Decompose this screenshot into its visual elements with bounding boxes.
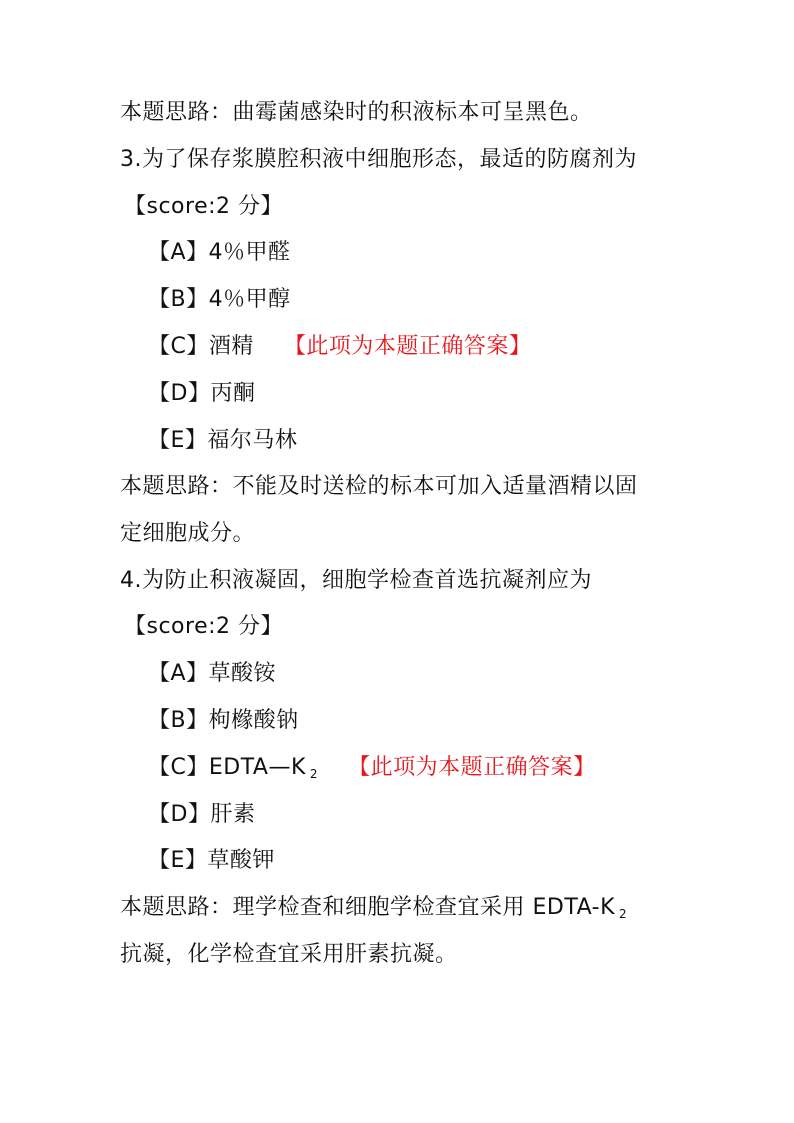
q3-option-b: 【B】4％甲醇 xyxy=(148,287,291,312)
q4-explanation-line2: 抗凝，化学检查宜采用肝素抗凝。 xyxy=(120,942,458,967)
q3-option-c xyxy=(148,332,531,362)
q4-explanation-line1 xyxy=(120,893,627,929)
q4-explanation-subscript: 2 xyxy=(619,907,628,921)
q4-score: 【score:2 分】 xyxy=(124,614,284,639)
q3-option-a: 【A】4％甲醛 xyxy=(148,240,291,265)
q4-option-c xyxy=(148,753,596,789)
prev-explanation: 本题思路：曲霉菌感染时的积液标本可呈黑色。 xyxy=(120,100,593,125)
q3-explanation-line1: 本题思路：不能及时送检的标本可加入适量酒精以固 xyxy=(120,474,638,499)
q4-stem: 4.为防止积液凝固，细胞学检查首选抗凝剂应为 xyxy=(120,568,592,593)
q4-option-b: 【B】枸橼酸钠 xyxy=(148,708,299,733)
q3-stem: 3.为了保存浆膜腔积液中细胞形态，最适的防腐剂为 xyxy=(120,147,637,172)
q4-option-e: 【E】草酸钾 xyxy=(148,848,275,873)
q3-option-c-label: 【C】酒精 xyxy=(148,334,254,359)
q3-option-e: 【E】福尔马林 xyxy=(148,428,298,453)
q3-explanation-line2: 定细胞成分。 xyxy=(120,521,256,546)
q4-option-d: 【D】肝素 xyxy=(148,802,256,827)
q4-option-c-label: 【C】EDTA—K xyxy=(148,755,306,780)
q3-correct-answer-tag: 【此项为本题正确答案】 xyxy=(283,334,532,359)
q4-option-c-subscript: 2 xyxy=(309,767,319,781)
q4-correct-answer-tag: 【此项为本题正确答案】 xyxy=(348,755,596,780)
q3-score: 【score:2 分】 xyxy=(124,194,284,219)
q4-explanation-line1-text: 本题思路：理学检查和细胞学检查宜采用 EDTA-K xyxy=(120,895,615,920)
q3-option-d: 【D】丙酮 xyxy=(148,381,256,406)
q4-option-a: 【A】草酸铵 xyxy=(148,661,277,686)
